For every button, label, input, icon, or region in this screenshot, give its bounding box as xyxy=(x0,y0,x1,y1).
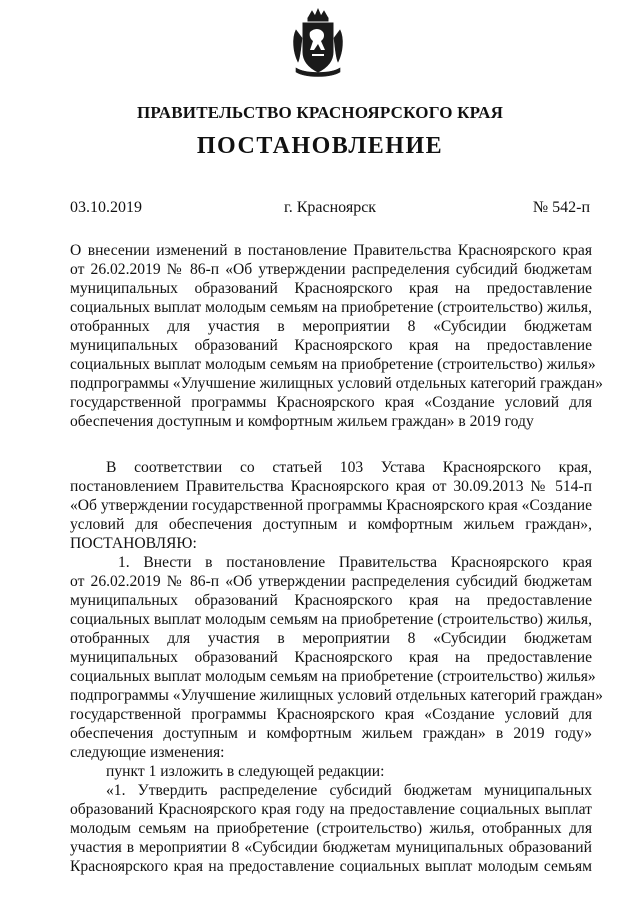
body-line: «Об утверждении государственной программы Красноярского края «Создание xyxy=(70,497,593,514)
subject-line: подпрограммы «Улучшение жилищных условий отдельных категорий граждан» xyxy=(70,375,603,392)
document-type-heading: ПОСТАНОВЛЕНИЕ xyxy=(196,133,444,159)
body-line: муниципальных образований Красноярского края на предоставление xyxy=(70,592,592,609)
document-number: № 542-п xyxy=(532,199,590,216)
subject-line: социальных выплат молодым семьям на приобретение (строительство) жилья, xyxy=(70,299,592,316)
government-title: ПРАВИТЕЛЬСТВО КРАСНОЯРСКОГО КРАЯ xyxy=(136,103,504,122)
body-line: обеспечения доступным и комфортным жильем граждан» в 2019 году» xyxy=(70,725,592,742)
body-line: Красноярского края на предоставление социальных выплат молодым семьям xyxy=(70,858,592,875)
document-date: 03.10.2019 xyxy=(70,199,142,216)
body-line: постановлением Правительства Красноярского края от 30.09.2013 № 514-п xyxy=(70,478,592,495)
document-meta-row xyxy=(70,199,590,221)
subject-line: О внесении изменений в постановление Правительства Красноярского края xyxy=(70,242,592,259)
subject-line: отобранных для участия в мероприятии 8 «Субсидии бюджетам xyxy=(70,318,592,335)
subject-line: обеспечения доступным и комфортным жильем граждан» в 2019 году xyxy=(70,413,534,430)
coat-of-arms-emblem xyxy=(290,8,346,78)
body-line: подпрограммы «Улучшение жилищных условий отдельных категорий граждан» xyxy=(70,687,603,704)
body-line: пункт 1 изложить в следующей редакции: xyxy=(106,763,385,780)
subject-line: социальных выплат молодым семьям на приобретение (строительство) жилья» xyxy=(70,356,596,373)
body-line: от 26.02.2019 № 86-п «Об утверждении распределения субсидий бюджетам xyxy=(70,573,592,590)
subject-line: от 26.02.2019 № 86-п «Об утверждении распределения субсидий бюджетам xyxy=(70,261,592,278)
body-line: муниципальных образований Красноярского края на предоставление xyxy=(70,649,592,666)
body-line: условий для обеспечения доступным и комфортным жильем граждан», xyxy=(70,516,592,533)
subject-line: государственной программы Красноярского края «Создание условий для xyxy=(70,394,592,411)
document-body xyxy=(70,458,603,876)
body-line: социальных выплат молодым семьям на приобретение (строительство) жилья» xyxy=(70,668,596,685)
body-line: образований Красноярского края году на предоставление социальных выплат xyxy=(70,801,592,818)
body-line: отобранных для участия в мероприятии 8 «Субсидии бюджетам xyxy=(70,630,592,647)
subject-line: муниципальных образований Красноярского края на предоставление xyxy=(70,280,592,297)
body-line: «1. Утвердить распределение субсидий бюджетам муниципальных xyxy=(106,782,592,799)
body-line: ПОСТАНОВЛЯЮ: xyxy=(70,535,197,552)
body-line: участия в мероприятии 8 «Субсидии бюджетам муниципальных образований xyxy=(70,839,592,856)
document-city: г. Красноярск xyxy=(283,199,377,216)
body-line: 1. Внести в постановление Правительства Красноярского края xyxy=(118,554,592,571)
body-line: В соответствии со статьей 103 Устава Красноярского края, xyxy=(106,459,592,476)
body-line: молодым семьям на приобретение (строительство) жилья, отобранных для xyxy=(70,820,592,837)
body-line: следующие изменения: xyxy=(70,744,225,761)
subject-line: муниципальных образований Красноярского края на предоставление xyxy=(70,337,592,354)
document-subject xyxy=(70,241,603,431)
body-line: социальных выплат молодым семьям на приобретение (строительство) жилья, xyxy=(70,611,592,628)
body-line: государственной программы Красноярского края «Создание условий для xyxy=(70,706,592,723)
